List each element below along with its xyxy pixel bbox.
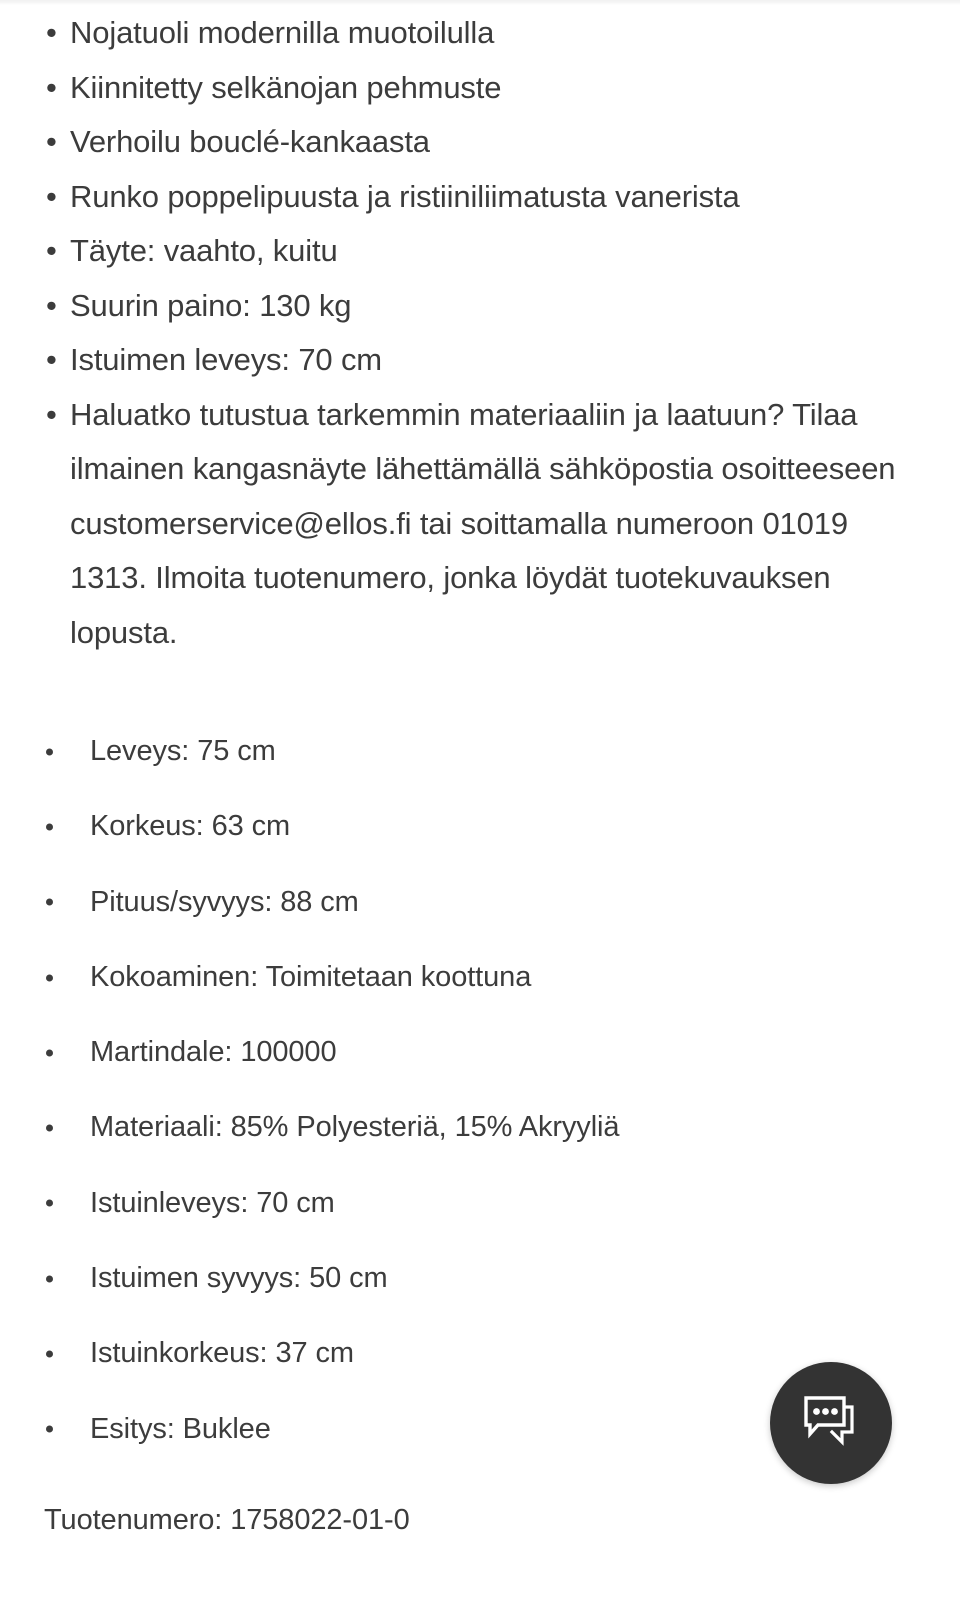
list-item	[40, 714, 920, 789]
bullet-icon: •	[46, 287, 57, 323]
list-item-label: Istuinkorkeus: 37 cm	[90, 1337, 354, 1370]
bullet-icon: •	[46, 15, 57, 50]
bullet-icon	[46, 1200, 53, 1207]
bullet-icon: •	[46, 124, 57, 159]
list-item-label: Martindale: 100000	[90, 1036, 337, 1069]
list-item	[40, 115, 920, 170]
list-item-label: Runko poppelipuusta ja ristiiniliimatusta vanerista	[70, 178, 740, 214]
list-item-label: Leveys: 75 cm	[90, 735, 276, 767]
list-item	[40, 6, 920, 61]
list-item	[40, 865, 920, 940]
chat-bubbles-icon	[800, 1394, 862, 1452]
list-item	[40, 61, 920, 116]
list-item-label: Suurin paino: 130 kg	[70, 287, 352, 323]
list-item	[40, 1090, 920, 1165]
list-item-label: Kokoaminen: Toimitetaan koottuna	[90, 960, 532, 993]
list-item	[40, 1241, 920, 1316]
list-item-label: Istuinleveys: 70 cm	[90, 1186, 335, 1219]
top-edge-divider	[0, 0, 960, 5]
bullet-icon	[46, 1125, 53, 1132]
list-item-label: Kiinnitetty selkänojan pehmuste	[70, 69, 502, 105]
list-item	[40, 1015, 920, 1090]
list-item-label: Istuimen leveys: 70 cm	[70, 342, 382, 377]
list-item	[40, 333, 920, 388]
bullet-icon: •	[46, 396, 57, 432]
bullet-icon	[46, 1275, 53, 1282]
list-item	[40, 789, 920, 864]
list-item	[40, 170, 920, 225]
bullet-icon: •	[46, 342, 57, 377]
bullet-icon: •	[46, 69, 57, 105]
list-item-label: Täyte: vaahto, kuitu	[70, 233, 338, 268]
bullet-icon	[46, 1351, 53, 1358]
list-item	[40, 940, 920, 1015]
list-item	[40, 1166, 920, 1241]
list-item-label: Haluatko tutustua tarkemmin materiaaliin ja laatuun? Tilaa ilmainen kangasnäyte lähettämällä sähköpostia osoitteeseen customerservice@ellos.fi tai soittamalla numeroon 01019 1313. Ilmoita tuotenumero, jonka löydät tuotekuvauksen lopusta.	[70, 396, 896, 650]
bullet-icon	[46, 823, 53, 830]
list-item	[40, 279, 920, 334]
list-item	[40, 224, 920, 279]
list-item-label: Nojatuoli modernilla muotoilulla	[70, 15, 495, 50]
product-number: Tuotenumero: 1758022-01-0	[44, 1504, 410, 1536]
bullet-icon	[46, 1049, 53, 1056]
list-item-label: Verhoilu bouclé-kankaasta	[70, 124, 430, 159]
bullet-icon	[46, 899, 53, 906]
specification-list	[40, 714, 920, 1467]
list-item	[40, 388, 920, 661]
feature-list	[40, 6, 920, 660]
list-item-label: Pituus/syvyys: 88 cm	[90, 885, 359, 918]
bullet-icon: •	[46, 233, 57, 268]
list-item-label: Korkeus: 63 cm	[90, 810, 291, 843]
bullet-icon	[46, 974, 53, 981]
bullet-icon	[46, 1426, 53, 1433]
bullet-icon	[46, 748, 53, 755]
list-item-label: Materiaali: 85% Polyesteriä, 15% Akryyliä	[90, 1111, 620, 1144]
list-item-label: Istuimen syvyys: 50 cm	[90, 1262, 388, 1295]
chat-button[interactable]	[770, 1362, 892, 1484]
bullet-icon: •	[46, 178, 57, 214]
list-item-label: Esitys: Buklee	[90, 1412, 271, 1445]
